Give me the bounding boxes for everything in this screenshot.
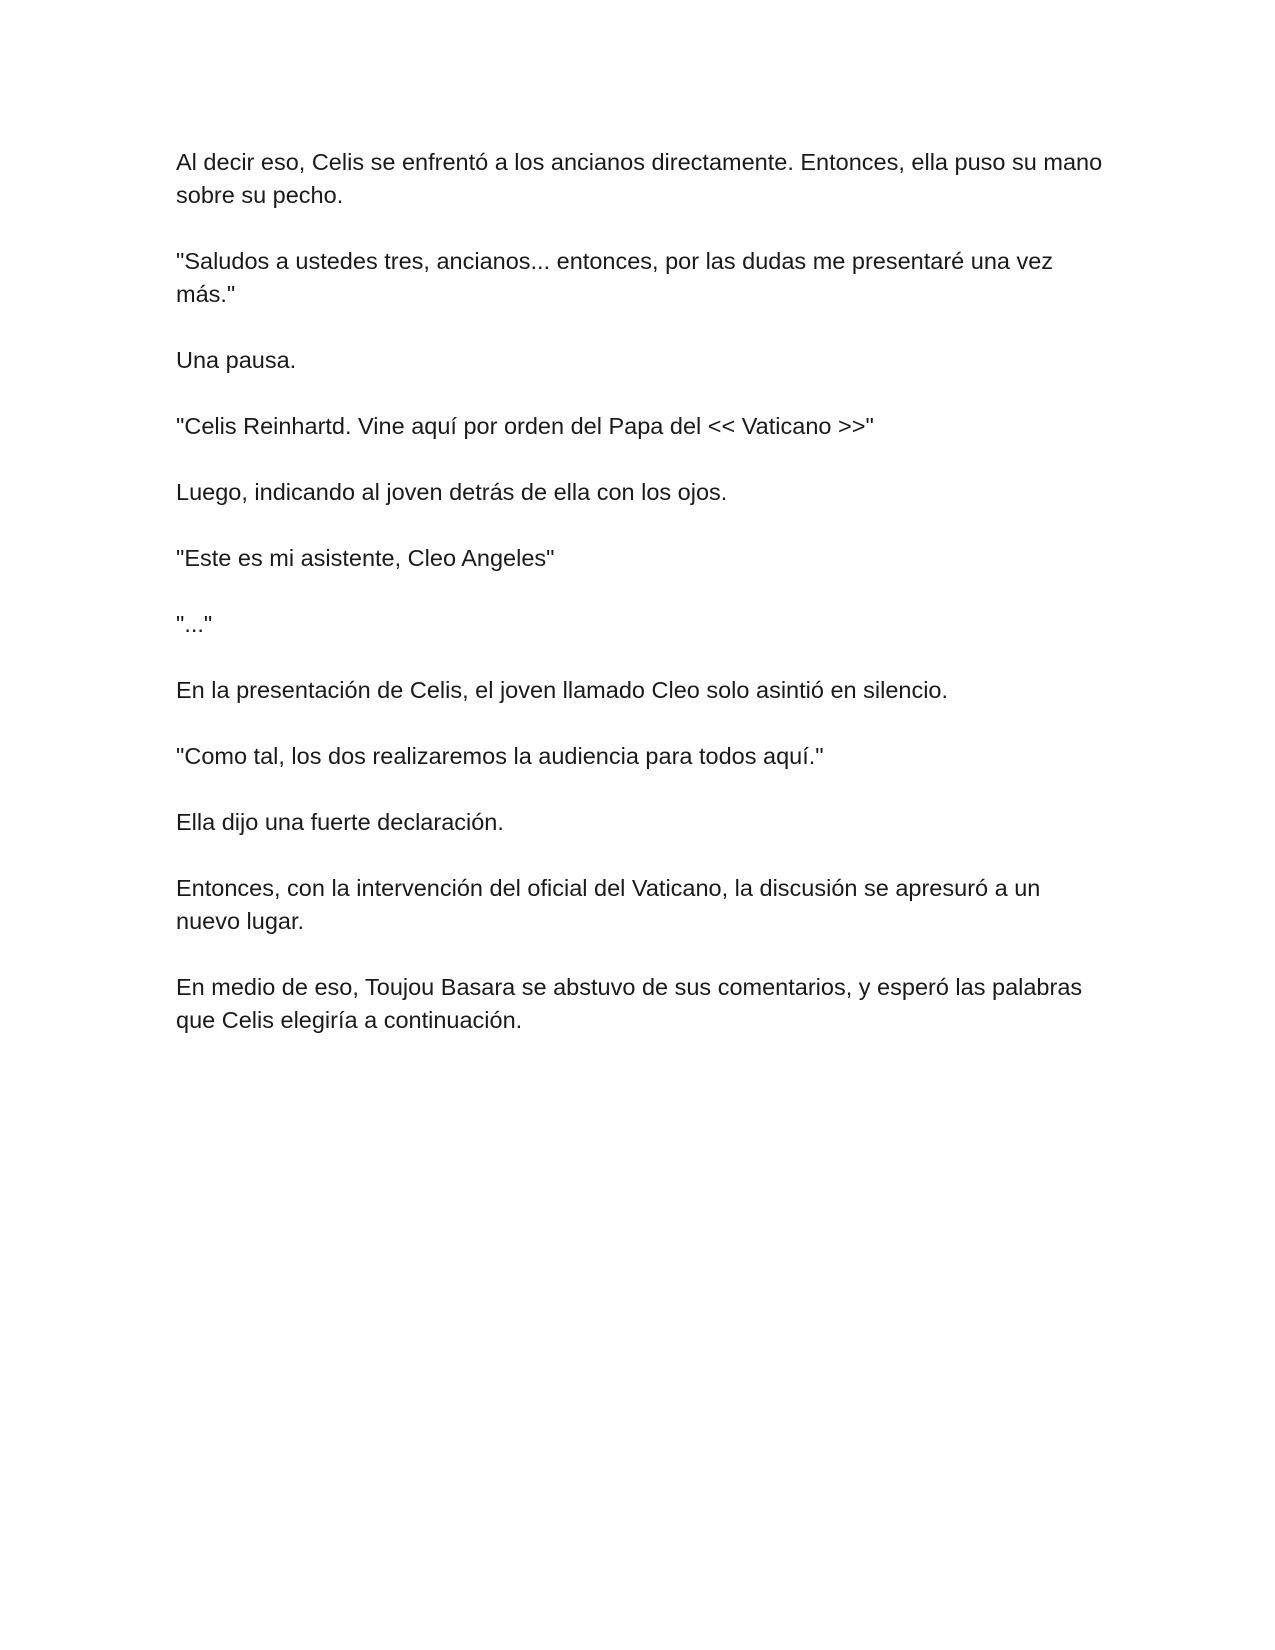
paragraph-9: "Como tal, los dos realizaremos la audiencia para todos aquí." — [176, 743, 824, 769]
paragraph-3: Una pausa. — [176, 347, 297, 373]
paragraph-4: "Celis Reinhartd. Vine aquí por orden del Papa del << Vaticano >>" — [176, 413, 874, 439]
paragraph-10: Ella dijo una fuerte declaración. — [176, 809, 504, 835]
document-body — [176, 146, 1106, 1070]
paragraph-8: En la presentación de Celis, el joven llamado Cleo solo asintió en silencio. — [176, 677, 949, 703]
paragraph-1: Al decir eso, Celis se enfrentó a los ancianos directamente. Entonces, ella puso su mano sobre su pecho. — [176, 149, 1103, 208]
paragraph-5: Luego, indicando al joven detrás de ella con los ojos. — [176, 479, 728, 505]
paragraph-6: "Este es mi asistente, Cleo Angeles" — [176, 545, 555, 571]
paragraph-7: "..." — [176, 611, 213, 637]
paragraph-11: Entonces, con la intervención del oficial del Vaticano, la discusión se apresuró a un nuevo lugar. — [176, 875, 1041, 934]
paragraph-2: "Saludos a ustedes tres, ancianos... entonces, por las dudas me presentaré una vez más." — [176, 248, 1054, 307]
paragraph-12: En medio de eso, Toujou Basara se abstuvo de sus comentarios, y esperó las palabras que Celis elegiría a continuación. — [176, 974, 1083, 1033]
